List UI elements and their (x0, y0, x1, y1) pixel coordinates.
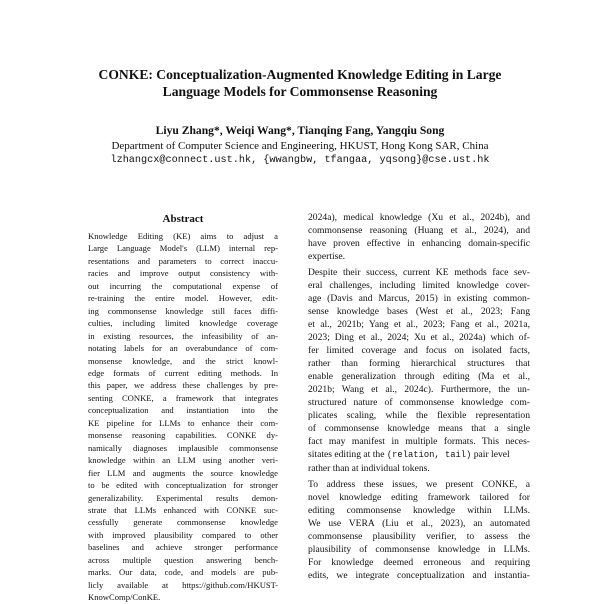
abstract-line: knowledge within an LLM using another veri- (88, 455, 278, 466)
abstract-line: resentations and parameters to correct inaccu- (88, 255, 278, 266)
abstract-line: notating labels for an overabundance of com- (88, 343, 278, 354)
body-line: fact may manifest in multiple formats. This neces- (308, 436, 530, 447)
body-line: eral challenges, including limited knowledge cover- (308, 280, 530, 291)
abstract-line: strate that LLMs enhanced with CONKE suc- (88, 504, 278, 515)
abstract-line: KE pipeline for LLMs to enhance their com- (88, 417, 278, 428)
abstract-line: across multiple question answering bench- (88, 554, 278, 565)
body-line: of commonsense knowledge means that a single (308, 423, 530, 434)
title-line-2: Language Models for Commonsense Reasoning (162, 84, 438, 99)
body-line: sense knowledge bases (West et al., 2023; Fang (308, 306, 530, 317)
body-line: rather than at individual tokens. (308, 463, 430, 474)
abstract-line: monsense knowledge, and the strict knowl- (88, 355, 278, 366)
body-line: Despite their success, current KE methods face sev- (308, 267, 530, 278)
abstract-line: culties, including limited knowledge coverage (88, 318, 278, 329)
body-line: age (Davis and Marcus, 2015) in existing common- (308, 293, 530, 304)
body-line: structured nature of commonsense knowledge com- (308, 397, 530, 408)
abstract-line: Large Language Model's (LLM) internal rep- (88, 243, 278, 254)
affiliation: Department of Computer Science and Engineering, HKUST, Hong Kong SAR, China (111, 140, 489, 152)
body-line: plausibility of commonsense knowledge in LLMs. (308, 544, 530, 555)
abstract-line: ing commonsense knowledge still faces diffi- (88, 305, 278, 316)
abstract-line: Knowledge Editing (KE) aims to adjust a (88, 231, 278, 241)
body-line: commonsense reasoning (Huang et al., 2024), and (308, 225, 530, 236)
body-line: enable generalization through editing (Ma et al., (308, 371, 530, 382)
abstract-line: senting CONKE, a framework that integrates (88, 392, 278, 403)
body-line: et al., 2021b; Yang et al., 2023; Fang et al., 2021a, (308, 319, 530, 330)
body-text: sitates editing at the (308, 449, 387, 460)
abstract-line: fier LLM and augments the source knowledge (88, 467, 278, 478)
body-line: editing commonsense knowledge within LLMs. (308, 505, 530, 516)
abstract-line: baselines and achieve stronger performance (88, 542, 278, 553)
abstract-line: this paper, we address these challenges by pre- (88, 380, 278, 391)
abstract-line: in existing resources, the infeasibility of an- (88, 330, 278, 341)
abstract-heading: Abstract (162, 213, 204, 225)
body-line: rather than forming hierarchical structures that (308, 358, 530, 369)
abstract-line: namically diagnoses implausible commonsense (88, 442, 278, 453)
author-emails: lzhangcx@connect.ust.hk, {wwangbw, tfangaa, yqsong}@cse.ust.hk (110, 155, 490, 166)
abstract-line: generalizability. Experimental results demon- (88, 492, 278, 503)
abstract-line: marks. Our data, code, and models are pub- (88, 567, 278, 578)
body-line: expertise. (308, 251, 346, 262)
inline-code: (relation, tail) (386, 450, 472, 460)
abstract-line: licly available at https://github.com/HKUST- (88, 579, 278, 590)
body-line: We use VERA (Liu et al., 2023), an automated (308, 518, 530, 529)
abstract-line: re-training the entire model. However, edit- (88, 293, 278, 304)
abstract-line: out incurring the computational expense of (88, 280, 278, 291)
abstract-line: conceptualization and instantiation into the (88, 405, 278, 416)
author-list: Liyu Zhang*, Weiqi Wang*, Tianqing Fang, Yangqiu Song (155, 124, 445, 137)
abstract-line: cessfully generate commonsense knowledge (88, 517, 278, 528)
abstract-body (88, 230, 278, 604)
body-line: 2021b; Wang et al., 2024c). Furthermore, the un- (308, 384, 530, 395)
body-line: commonsense plausibility verifier, to assess the (308, 531, 530, 542)
intro-body (308, 211, 530, 582)
abstract-line: edge formats of current editing methods. In (88, 367, 278, 378)
body-line: For knowledge deemed erroneous and requiring (308, 557, 530, 568)
body-line: 2023; Ding et al., 2024; Xu et al., 2024a) which of- (308, 332, 530, 343)
abstract-line: KnowComp/ConKE. (88, 592, 161, 603)
abstract-line: with improved plausibility compared to other (88, 529, 278, 540)
body-line: novel knowledge editing framework tailored for (308, 492, 530, 503)
abstract-line: racies and improve output consistency with- (88, 268, 278, 279)
body-line: have proven effective in enhancing domain-specific (308, 238, 530, 249)
paper-title (40, 66, 560, 100)
body-line: plicates scaling, while the flexible representation (308, 410, 530, 421)
body-line: To address these issues, we present CONKE, a (308, 479, 530, 490)
body-line: edits, we integrate conceptualization and instantia- (308, 570, 530, 581)
body-text: pair level (471, 449, 510, 460)
title-line-1: CONKE: Conceptualization-Augmented Knowledge Editing in Large (98, 67, 502, 82)
abstract-line: to be edited with conceptualization for stronger (88, 480, 278, 491)
body-line: 2024a), medical knowledge (Xu et al., 2024b), and (308, 212, 530, 223)
body-line-with-code (308, 448, 530, 462)
body-line: fer limited coverage and focus on isolated facts, (308, 345, 530, 356)
abstract-line: monsense reasoning capabilities. CONKE dy- (88, 430, 278, 441)
